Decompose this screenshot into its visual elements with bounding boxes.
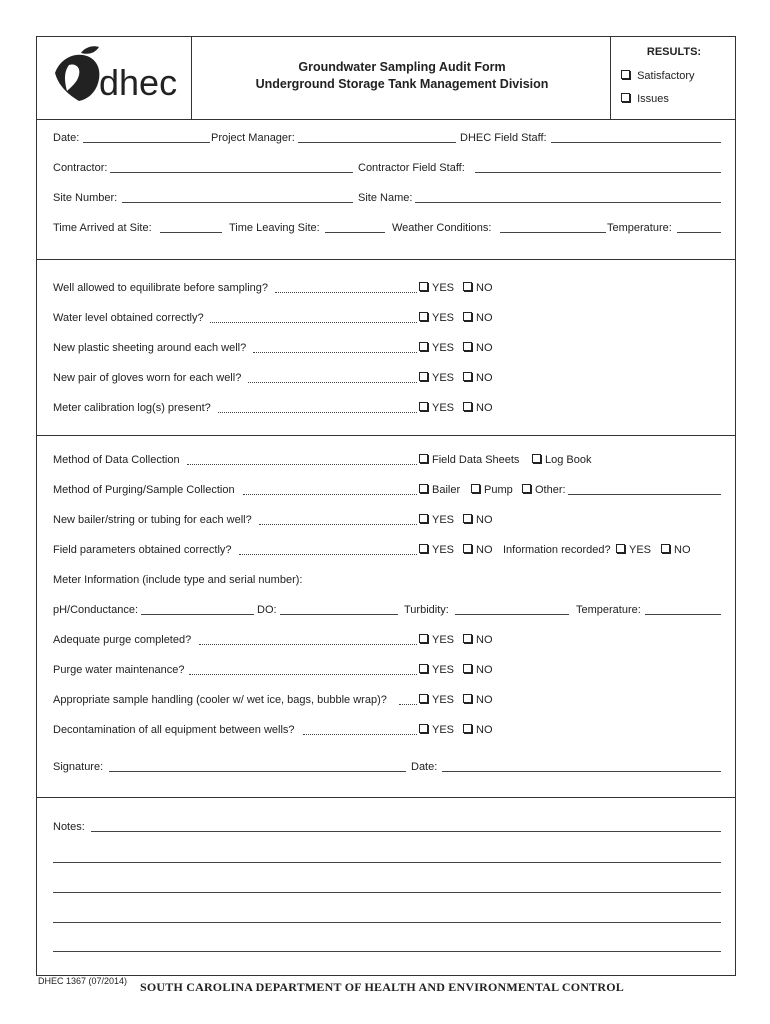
bailer-option[interactable] — [419, 483, 460, 497]
adequate-purge-row — [53, 633, 721, 647]
check-row-water-level — [53, 311, 721, 325]
notes-line[interactable] — [53, 922, 721, 923]
leader-dots — [210, 322, 417, 323]
signature-row — [53, 760, 721, 774]
checkbox-icon[interactable] — [419, 724, 428, 733]
no-option[interactable] — [463, 543, 493, 557]
dhec-field-staff-label: DHEC Field Staff: — [460, 132, 547, 144]
checkbox-icon[interactable] — [463, 664, 472, 673]
checkbox-icon[interactable] — [621, 70, 630, 79]
form-code: DHEC 1367 (07/2014) — [38, 976, 128, 986]
leader-dots — [253, 352, 417, 353]
no-label: NO — [476, 312, 493, 324]
title-line-2: Underground Storage Tank Management Division — [255, 77, 549, 91]
leader-dots — [239, 554, 417, 555]
checkbox-icon[interactable] — [463, 634, 472, 643]
leader-dots — [187, 464, 417, 465]
checkbox-icon[interactable] — [463, 312, 472, 321]
yes-option[interactable] — [419, 513, 454, 527]
no-option[interactable] — [463, 371, 493, 385]
question-label: Method of Purging/Sample Collection — [53, 484, 235, 496]
no-option[interactable] — [463, 693, 493, 707]
question-label: Adequate purge completed? — [53, 634, 192, 646]
question-label: Decontamination of all equipment between wells? — [53, 724, 295, 736]
checkbox-icon[interactable] — [621, 93, 630, 102]
yes-option[interactable] — [419, 371, 454, 385]
leader-dots — [243, 494, 417, 495]
meter-info-label: Meter Information (include type and serial number): — [53, 574, 303, 586]
time-leaving-field[interactable] — [325, 232, 385, 233]
leader-dots — [399, 704, 417, 705]
info-row-1 — [53, 131, 721, 145]
dhec-leaf-icon — [49, 45, 189, 105]
no-option[interactable] — [463, 513, 493, 527]
time-leaving-label: Time Leaving Site: — [229, 222, 320, 234]
yes-option[interactable] — [419, 633, 454, 647]
results-box — [611, 37, 737, 119]
form-title — [192, 59, 612, 93]
results-option-label: Satisfactory — [637, 70, 695, 82]
results-option-label: Issues — [637, 93, 669, 105]
checkbox-icon[interactable] — [463, 724, 472, 733]
weather-field[interactable] — [500, 232, 606, 233]
check-row-gloves — [53, 371, 721, 385]
no-label: NO — [476, 372, 493, 384]
checkbox-icon[interactable] — [419, 454, 428, 463]
option-label: Bailer — [432, 484, 461, 496]
checkbox-icon[interactable] — [463, 282, 472, 291]
temperature-label: Temperature: — [576, 604, 641, 616]
site-number-label: Site Number: — [53, 192, 118, 204]
checkbox-icon[interactable] — [419, 282, 428, 291]
new-bailer-row — [53, 513, 721, 527]
checkbox-icon[interactable] — [419, 372, 428, 381]
checkbox-icon[interactable] — [471, 484, 480, 493]
option-label: Field Data Sheets — [432, 454, 520, 466]
no-label: NO — [476, 664, 493, 676]
section-divider — [37, 119, 735, 120]
question-label: New plastic sheeting around each well? — [53, 342, 247, 354]
yes-label: YES — [432, 342, 455, 354]
checkbox-icon[interactable] — [419, 402, 428, 411]
meter-info-row — [53, 573, 721, 587]
checkbox-icon[interactable] — [463, 342, 472, 351]
signature-field[interactable] — [109, 771, 406, 772]
checkbox-icon[interactable] — [419, 664, 428, 673]
yes-label: YES — [629, 544, 652, 556]
question-label: New pair of gloves worn for each well? — [53, 372, 242, 384]
check-row-equilibrate — [53, 281, 721, 295]
checkbox-icon[interactable] — [463, 514, 472, 523]
date-field[interactable] — [83, 142, 210, 143]
site-number-field[interactable] — [122, 202, 353, 203]
notes-line[interactable] — [53, 951, 721, 952]
contractor-field-staff-field[interactable] — [475, 172, 721, 173]
checkbox-icon[interactable] — [419, 514, 428, 523]
no-label: NO — [476, 694, 493, 706]
leader-dots — [189, 674, 417, 675]
question-label: Appropriate sample handling (cooler w/ wet ice, bags, bubble wrap)? — [53, 694, 387, 706]
checkbox-icon[interactable] — [463, 694, 472, 703]
yes-label: YES — [432, 694, 455, 706]
leader-dots — [259, 524, 417, 525]
field-data-sheets-option[interactable] — [419, 453, 519, 467]
dhec-field-staff-field[interactable] — [551, 142, 721, 143]
checkbox-icon[interactable] — [419, 484, 428, 493]
method-data-row — [53, 453, 721, 467]
date-label: Date: — [411, 761, 438, 773]
no-label: NO — [476, 724, 493, 736]
sample-handling-row — [53, 693, 721, 707]
temperature-field[interactable] — [645, 614, 721, 615]
meter-readings-row — [53, 603, 721, 617]
yes-label: YES — [432, 634, 455, 646]
other-field[interactable] — [568, 494, 721, 495]
project-manager-field[interactable] — [298, 142, 456, 143]
checkbox-icon[interactable] — [532, 454, 541, 463]
no-label: NO — [476, 514, 493, 526]
leader-dots — [199, 644, 417, 645]
purge-water-row — [53, 663, 721, 677]
leader-dots — [248, 382, 417, 383]
checkbox-icon[interactable] — [463, 544, 472, 553]
option-label: Log Book — [545, 454, 592, 466]
no-option[interactable] — [463, 663, 493, 677]
leader-dots — [275, 292, 417, 293]
leader-dots — [303, 734, 417, 735]
method-purging-row — [53, 483, 721, 497]
turbidity-label: Turbidity: — [404, 604, 449, 616]
checkbox-icon[interactable] — [522, 484, 531, 493]
check-row-calibration — [53, 401, 721, 415]
no-label: NO — [476, 634, 493, 646]
notes-line[interactable] — [53, 862, 721, 863]
ph-field[interactable] — [141, 614, 254, 615]
section-divider — [37, 435, 735, 436]
decontamination-row — [53, 723, 721, 737]
yes-label: YES — [432, 514, 455, 526]
yes-label: YES — [432, 282, 455, 294]
checkbox-icon[interactable] — [616, 544, 625, 553]
leader-dots — [218, 412, 417, 413]
do-label: DO: — [257, 604, 277, 616]
do-field[interactable] — [280, 614, 398, 615]
yes-option[interactable] — [419, 281, 454, 295]
question-label: Purge water maintenance? — [53, 664, 185, 676]
checkbox-icon[interactable] — [419, 694, 428, 703]
yes-label: YES — [432, 312, 455, 324]
question-label: Meter calibration log(s) present? — [53, 402, 211, 414]
contractor-field-staff-label: Contractor Field Staff: — [358, 162, 465, 174]
yes-option[interactable] — [419, 311, 454, 325]
no-label: NO — [476, 402, 493, 414]
signature-label: Signature: — [53, 761, 104, 773]
no-option[interactable] — [463, 311, 493, 325]
checkbox-icon[interactable] — [419, 342, 428, 351]
field-params-row — [53, 543, 721, 557]
turbidity-field[interactable] — [455, 614, 569, 615]
dhec-logo — [49, 45, 189, 105]
notes-row — [53, 820, 721, 834]
checkbox-icon[interactable] — [419, 312, 428, 321]
time-arrived-label: Time Arrived at Site: — [53, 222, 152, 234]
svg-text:dhec: dhec — [99, 62, 178, 103]
yes-option[interactable] — [419, 663, 454, 677]
site-name-field[interactable] — [415, 202, 721, 203]
checkbox-icon[interactable] — [661, 544, 670, 553]
notes-field[interactable] — [91, 831, 721, 832]
weather-label: Weather Conditions: — [392, 222, 492, 234]
no-option[interactable] — [463, 401, 493, 415]
title-line-1: Groundwater Sampling Audit Form — [298, 60, 506, 74]
temperature-label: Temperature: — [607, 222, 672, 234]
no-option[interactable] — [463, 341, 493, 355]
no-option[interactable] — [463, 723, 493, 737]
yes-option[interactable] — [419, 693, 454, 707]
check-row-sheeting — [53, 341, 721, 355]
checkbox-icon[interactable] — [463, 372, 472, 381]
checkbox-icon[interactable] — [463, 402, 472, 411]
yes-label: YES — [432, 664, 455, 676]
info-row-2 — [53, 161, 721, 175]
time-arrived-field[interactable] — [160, 232, 222, 233]
yes-option[interactable] — [616, 543, 651, 557]
contractor-label: Contractor: — [53, 162, 108, 174]
option-label: Other: — [535, 484, 566, 496]
results-issues[interactable] — [621, 93, 669, 105]
checkbox-icon[interactable] — [419, 634, 428, 643]
no-label: NO — [476, 544, 493, 556]
results-satisfactory[interactable] — [621, 70, 695, 82]
pump-option[interactable] — [471, 483, 513, 497]
yes-label: YES — [432, 372, 455, 384]
question-label: Water level obtained correctly? — [53, 312, 204, 324]
section-divider — [37, 797, 735, 798]
project-manager-label: Project Manager: — [211, 132, 295, 144]
site-name-label: Site Name: — [358, 192, 413, 204]
form-frame — [36, 36, 736, 976]
info-row-4 — [53, 221, 721, 235]
no-label: NO — [476, 342, 493, 354]
date-label: Date: — [53, 132, 80, 144]
no-option[interactable] — [463, 281, 493, 295]
info-recorded-label: Information recorded? — [503, 544, 611, 556]
question-label: New bailer/string or tubing for each well? — [53, 514, 252, 526]
yes-label: YES — [432, 544, 455, 556]
yes-option[interactable] — [419, 543, 454, 557]
no-label: NO — [476, 282, 493, 294]
log-book-option[interactable] — [532, 453, 591, 467]
question-label: Well allowed to equilibrate before sampling? — [53, 282, 269, 294]
yes-option[interactable] — [419, 723, 454, 737]
yes-label: YES — [432, 402, 455, 414]
info-row-3 — [53, 191, 721, 205]
no-option[interactable] — [661, 543, 691, 557]
option-label: Pump — [484, 484, 513, 496]
checkbox-icon[interactable] — [419, 544, 428, 553]
section-divider — [37, 259, 735, 260]
question-label: Method of Data Collection — [53, 454, 180, 466]
ph-label: pH/Conductance: — [53, 604, 138, 616]
notes-label: Notes: — [53, 821, 85, 833]
contractor-field[interactable] — [110, 172, 353, 173]
yes-option[interactable] — [419, 341, 454, 355]
temperature-field[interactable] — [677, 232, 721, 233]
date-field[interactable] — [442, 771, 721, 772]
question-label: Field parameters obtained correctly? — [53, 544, 232, 556]
notes-line[interactable] — [53, 892, 721, 893]
yes-label: YES — [432, 724, 455, 736]
results-heading: RESULTS: — [646, 46, 702, 58]
other-option[interactable] — [522, 483, 566, 497]
no-option[interactable] — [463, 633, 493, 647]
agency-name: SOUTH CAROLINA DEPARTMENT OF HEALTH AND ENVIRONMENTAL CONTROL — [140, 980, 624, 994]
no-label: NO — [674, 544, 691, 556]
yes-option[interactable] — [419, 401, 454, 415]
